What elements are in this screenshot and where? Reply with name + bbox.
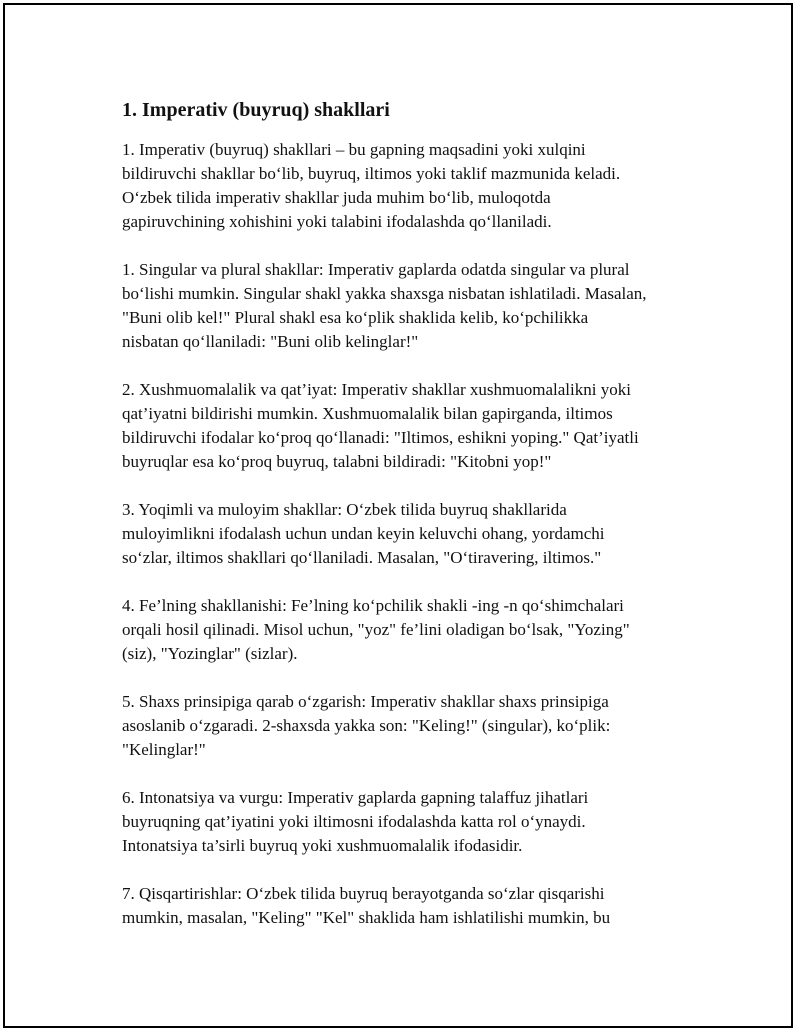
- paragraph-line: bo‘lishi mumkin. Singular shakl yakka shaxsga nisbatan ishlatiladi. Masalan,: [122, 284, 647, 303]
- paragraph-line: muloyimlikni ifodalash uchun undan keyin keluvchi ohang, yordamchi: [122, 524, 605, 543]
- paragraph-line: asoslanib o‘zgaradi. 2-shaxsda yakka son: "Keling!" (singular), ko‘plik:: [122, 716, 611, 735]
- paragraph-line: 7. Qisqartirishlar: O‘zbek tilida buyruq berayotganda so‘zlar qisqarishi: [122, 884, 605, 903]
- paragraph-line: so‘zlar, iltimos shakllari qo‘llaniladi. Masalan, "O‘tiravering, iltimos.": [122, 548, 602, 567]
- paragraph-line: "Kelinglar!": [122, 740, 206, 759]
- paragraph-line: Intonatsiya ta’sirli buyruq yoki xushmuomalalik ifodasidir.: [122, 836, 523, 855]
- page-frame: [3, 3, 793, 1028]
- paragraph-line: bildiruvchi ifodalar ko‘proq qo‘llanadi: "Iltimos, eshikni yoping." Qat’iyatli: [122, 428, 639, 447]
- paragraph-line: nisbatan qo‘llaniladi: "Buni olib kelinglar!": [122, 332, 419, 351]
- paragraph-line: 3. Yoqimli va muloyim shakllar: O‘zbek tilida buyruq shakllarida: [122, 500, 567, 519]
- paragraph-list: [122, 138, 722, 930]
- paragraph-line: 1. Imperativ (buyruq) shakllari – bu gapning maqsadini yoki xulqini: [122, 140, 586, 159]
- paragraph-line: gapiruvchining xohishini yoki talabini ifodalashda qo‘llaniladi.: [122, 212, 552, 231]
- paragraph-line: buyruqlar esa ko‘proq buyruq, talabni bildiradi: "Kitobni yop!": [122, 452, 552, 471]
- paragraph: [122, 594, 722, 666]
- paragraph: [122, 378, 722, 474]
- paragraph-line: buyruqning qat’iyatini yoki iltimosni ifodalashda katta rol o‘ynaydi.: [122, 812, 586, 831]
- paragraph-line: qat’iyatni bildirishi mumkin. Xushmuomalalik bilan gapirganda, iltimos: [122, 404, 613, 423]
- document-title: 1. Imperativ (buyruq) shakllari: [122, 99, 390, 121]
- paragraph-line: 2. Xushmuomalalik va qat’iyat: Imperativ shakllar xushmuomalalikni yoki: [122, 380, 631, 399]
- paragraph: [122, 498, 722, 570]
- paragraph-line: bildiruvchi shakllar bo‘lib, buyruq, iltimos yoki taklif mazmunida keladi.: [122, 164, 621, 183]
- paragraph-line: (siz), "Yozinglar" (sizlar).: [122, 644, 298, 663]
- paragraph-line: mumkin, masalan, "Keling" "Kel" shaklida ham ishlatilishi mumkin, bu: [122, 908, 611, 927]
- paragraph-line: "Buni olib kel!" Plural shakl esa ko‘plik shaklida kelib, ko‘pchilikka: [122, 308, 589, 327]
- paragraph: [122, 786, 722, 858]
- paragraph: [122, 138, 722, 234]
- paragraph-line: 4. Fe’lning shakllanishi: Fe’lning ko‘pchilik shakli -ing -n qo‘shimchalari: [122, 596, 624, 615]
- paragraph-line: O‘zbek tilida imperativ shakllar juda muhim bo‘lib, muloqotda: [122, 188, 551, 207]
- paragraph: [122, 258, 722, 354]
- paragraph-line: 5. Shaxs prinsipiga qarab o‘zgarish: Imperativ shakllar shaxs prinsipiga: [122, 692, 609, 711]
- paragraph-line: 1. Singular va plural shakllar: Imperativ gaplarda odatda singular va plural: [122, 260, 630, 279]
- document-body: [122, 98, 722, 954]
- paragraph: [122, 690, 722, 762]
- paragraph-line: 6. Intonatsiya va vurgu: Imperativ gaplarda gapning talaffuz jihatlari: [122, 788, 589, 807]
- paragraph-line: orqali hosil qilinadi. Misol uchun, "yoz" fe’lini oladigan bo‘lsak, "Yozing": [122, 620, 630, 639]
- paragraph: [122, 882, 722, 930]
